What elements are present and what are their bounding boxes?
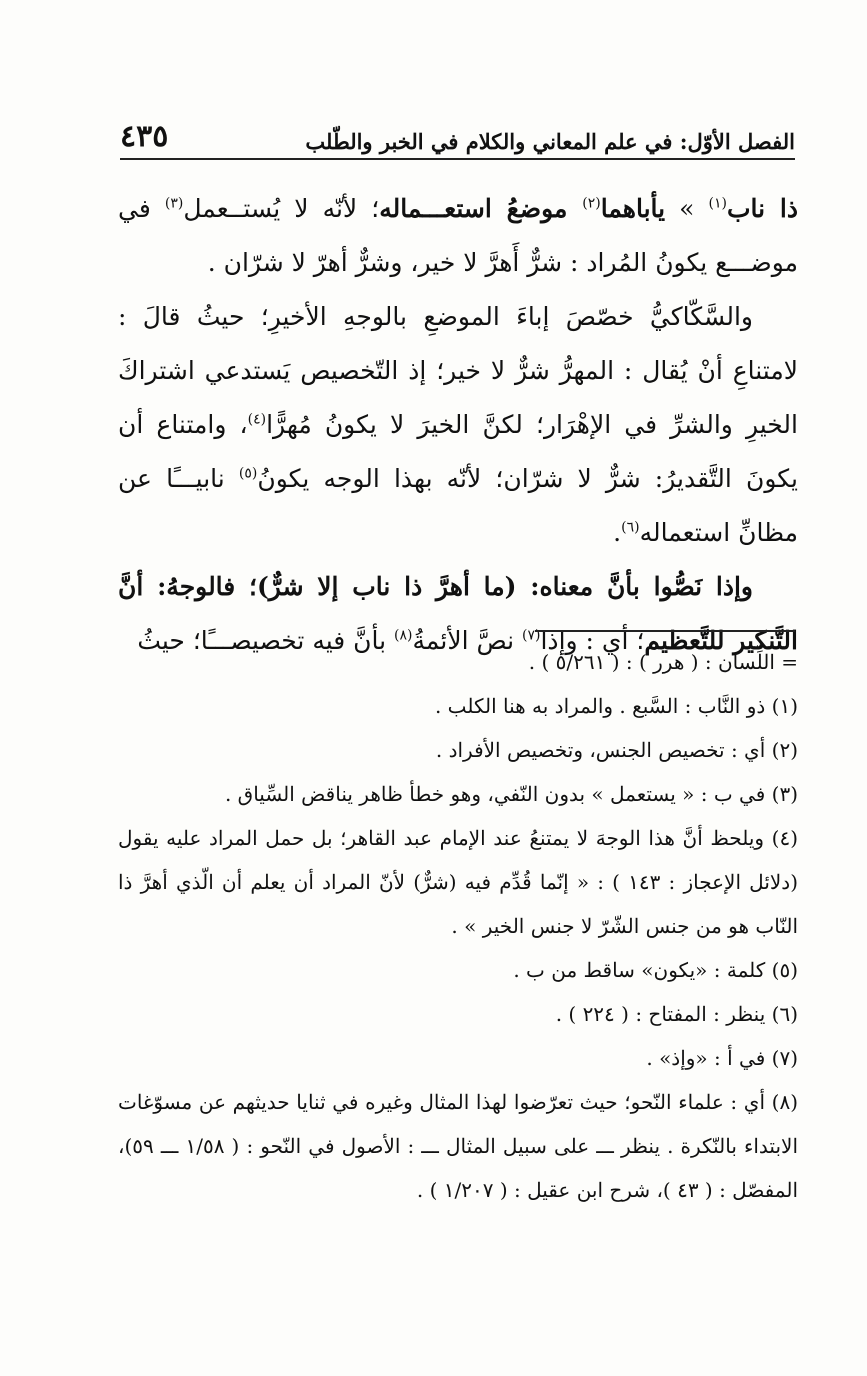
text-run: . [613,518,622,547]
paragraph-1 [118,182,798,290]
footnote-ref: (٢) [582,195,601,212]
bold-phrase: يأباهما [600,194,666,223]
paragraph-2 [118,290,798,560]
footnote-ref: (٥) [238,465,258,482]
text-run: ؛ لأنّه لا يُستــعمل [183,194,380,223]
footnote-ref: (٧) [522,627,541,644]
bold-phrase: وإذا نَصُّوا بأنَّ معناه: (ما أهرَّ ذا ناب إلا شرٌّ)؛ فالوجهُ: أنَّ التَّنكير للتَّعظيم [118,572,798,655]
footnote-separator [535,630,795,632]
footnote: (٣) في ب : « يستعمل » بدون النّفي، وهو خطأ ظاهر يناقض السِّياق . [224,782,798,806]
text-run: في موضـــع يكونُ المُراد : شرٌّ أَهرَّ لا خير، وشرٌّ أهرّ لا شرّان . [118,194,798,277]
footnote-ref: (٨) [394,627,413,644]
text-run: ؛ أي : وإذا [540,626,645,655]
bold-phrase: موضعُ استعـــماله [379,194,583,223]
bold-phrase: ذا ناب [726,194,798,223]
footnote: (١) ذو النَّاب : السَّبع . والمراد به هنا الكلب . [434,694,798,718]
footnote-ref: (٣) [164,195,184,212]
text-run: بأنَّ فيه تخصيصـــًا؛ حيثُ [137,626,395,655]
running-header [120,119,795,160]
footnote-ref: (٤) [247,411,267,428]
footnote: (٧) في أ : «وإذ» . [646,1046,798,1070]
footnote: (٢) أي : تخصيص الجنس، وتخصيص الأفراد . [435,738,798,762]
text-run: والسَّكّاكيُّ خصّصَ إباءَ الموضعِ بالوجهِ الأخيرِ؛ حيثُ قالَ : لامتناعِ أنْ يُقال : المهرُّ شرٌّ لا خير؛ إذ التّخصيص يَستدعي اشتراكَ الخيرِ والشرِّ في الإهْرَار؛ لكنَّ الخيرَ لا يكونُ مُهرًّا [118,302,798,439]
footnote: (٤) ويلحظ أنَّ هذا الوجهَ لا يمتنعُ عند الإمام عبد القاهر؛ بل حمل المراد عليه يقول (دلائل الإعجاز : ١٤٣ ) : « إنّما قُدِّم فيه (شرٌّ) لأنّ المراد أن يعلم أن الّذي أهرَّ ذا النّاب هو من جنس الشّرّ لا جنس الخير » . [118,826,798,938]
footnote: (٦) ينظر : المفتاح : ( ٢٢٤ ) . [555,1002,798,1026]
page-number: ٤٣٥ [120,119,169,154]
text-run: » [665,194,709,223]
main-text [118,182,798,668]
footnote-ref: (٦) [621,519,640,536]
text-run: نصَّ الأئمةُ [412,626,523,655]
chapter-title: الفصل الأوّل: في علم المعاني والكلام في الخبر والطّلب [305,129,795,154]
footnote: (٥) كلمة : «يكون» ساقط من ب . [513,958,798,982]
footnotes [118,640,798,1212]
footnote: = اللِّسان : ( هرر ) : ( ٥/٢٦١ ) . [528,650,798,674]
text-run: نابيـــًا عن مظانِّ استعماله [118,464,798,547]
footnote-ref: (١) [708,195,727,212]
footnote: (٨) أي : علماء النّحو؛ حيث تعرّضوا لهذا المثال وغيره في ثنايا حديثهم عن مسوّغات الابتداء بالنّكرة . ينظر ـــ على سبيل المثال ـــ : الأصول في النّحو : ( ١/٥٨ ـــ ٥٩)، المفصّل : ( ٤٣ )، شرح ابن عقيل : ( ١/٢٠٧ ) . [118,1090,798,1202]
text-run: ، وامتناع أن يكونَ التَّقديرُ: شرٌّ لا شرّان؛ لأنّه بهذا الوجه يكونُ [118,410,798,493]
